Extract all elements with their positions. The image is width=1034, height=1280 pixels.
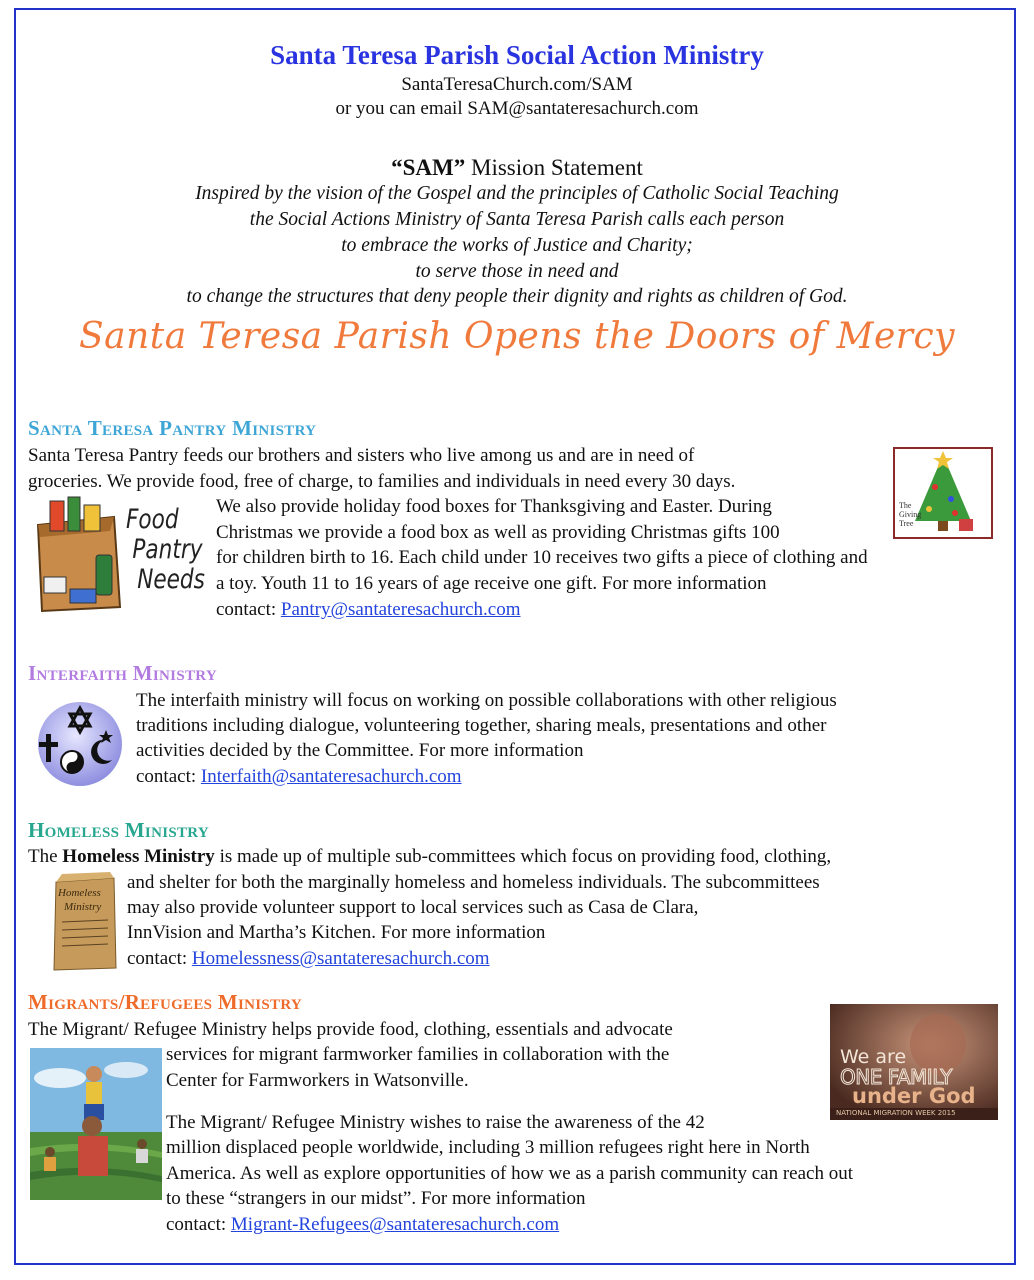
migrants-line: Center for Farmworkers in Watsonville. [166, 1070, 469, 1091]
website-link[interactable]: SantaTeresaChurch.com/SAM [401, 74, 633, 95]
pantry-contact [216, 597, 521, 623]
interfaith-email-link[interactable]: Interfaith@santateresachurch.com [200, 766, 462, 787]
migrants-line: The Migrant/ Refugee Ministry helps provide food, clothing, essentials and advocate [28, 1019, 673, 1040]
pantry-heading: Santa Teresa Pantry Ministry [28, 416, 317, 440]
pantry-line: Santa Teresa Pantry feeds our brothers and sisters who live among us and are in need of [28, 445, 695, 466]
pantry-line: We also provide holiday food boxes for Thanksgiving and Easter. During [216, 496, 772, 517]
contact-label: contact: [136, 766, 201, 787]
homeless-line-1 [28, 844, 831, 870]
migrants-heading: Migrants/Refugees Ministry [28, 990, 303, 1014]
paper-bag-image [50, 872, 120, 972]
farmworker-family-icon [30, 1048, 162, 1200]
interfaith-heading: Interfaith Ministry [28, 661, 218, 685]
religious-symbols-icon [34, 700, 126, 788]
pantry-word: Pantry [132, 534, 203, 565]
mission-line: to change the structures that deny people their dignity and rights as children of God. [186, 286, 848, 307]
homeless-line: may also provide volunteer support to local services such as Casa de Clara, [127, 897, 699, 918]
homeless-ministry-bold: Homeless Ministry [62, 846, 215, 867]
pantry-email-link[interactable]: Pantry@santateresachurch.com [280, 599, 521, 620]
homeless-line-1-post: is made up of multiple sub-committees which focus on providing food, clothing, [214, 846, 832, 867]
pantry-line: for children birth to 16. Each child under 10 receives two gifts a piece of clothing and [216, 547, 868, 568]
email-line: or you can email SAM@santateresachurch.com [335, 98, 699, 119]
migrants-line: services for migrant farmworker families in collaboration with the [166, 1044, 670, 1065]
mission-heading-sam: “SAM” [391, 155, 466, 180]
giving-tree-label [899, 501, 921, 528]
mission-line: the Social Actions Ministry of Santa Teresa Parish calls each person [249, 209, 785, 230]
interfaith-line: traditions including dialogue, volunteering together, sharing meals, presentations and other [136, 715, 827, 736]
contact-label: contact: [127, 948, 192, 969]
food-word: Food [126, 504, 179, 535]
food-pantry-image [30, 495, 212, 613]
bag-word: Homeless [58, 887, 101, 899]
food-pantry-label [126, 505, 205, 595]
homeless-line-1-pre: The [28, 846, 63, 867]
bag-word: Ministry [64, 901, 102, 913]
migrants-line-2: to these “strangers in our midst”. For more information [166, 1188, 586, 1209]
migrants-line-2: million displaced people worldwide, including 3 million refugees right here in North [166, 1137, 810, 1158]
page-title: Santa Teresa Parish Social Action Ministry [270, 40, 764, 70]
mission-heading [0, 155, 1034, 181]
poster-one-family: ONE FAMILY [840, 1065, 952, 1089]
needs-word: Needs [137, 564, 205, 595]
homeless-line: and shelter for both the marginally homeless and homeless individuals. The subcommittees [127, 872, 820, 893]
pantry-line: groceries. We provide food, free of charge, to families and individuals in need every 30 days. [28, 471, 736, 492]
tree-word: The [899, 501, 912, 510]
giving-tree-image [893, 447, 993, 539]
paper-bag-label [58, 886, 101, 914]
mercy-tagline: Santa Teresa Parish Opens the Doors of Mercy [78, 316, 955, 357]
migrants-email-link[interactable]: Migrant-Refugees@santateresachurch.com [230, 1214, 560, 1235]
mission-heading-rest: Mission Statement [465, 155, 643, 180]
poster-under-god: under God [852, 1084, 976, 1108]
mission-line: to embrace the works of Justice and Charity; [341, 235, 693, 256]
migrants-contact [166, 1212, 559, 1238]
contact-label: contact: [166, 1214, 231, 1235]
interfaith-line: activities decided by the Committee. For more information [136, 740, 584, 761]
contact-label: contact: [216, 599, 281, 620]
mission-line: to serve those in need and [415, 261, 619, 282]
interfaith-line: The interfaith ministry will focus on working on possible collaborations with other religious [136, 690, 837, 711]
migration-week-poster [830, 1004, 998, 1120]
poster-we-are: We are [840, 1046, 907, 1068]
interfaith-contact [136, 764, 462, 790]
homeless-contact [127, 946, 490, 972]
homeless-line: InnVision and Martha’s Kitchen. For more information [127, 922, 546, 943]
migrants-line-2: The Migrant/ Refugee Ministry wishes to raise the awareness of the 42 [166, 1112, 705, 1133]
homeless-heading: Homeless Ministry [28, 818, 210, 842]
homeless-email-link[interactable]: Homelessness@santateresachurch.com [191, 948, 490, 969]
tree-word: Giving [899, 510, 922, 519]
poster-migration-week: NATIONAL MIGRATION WEEK 2015 [836, 1109, 956, 1117]
farmworker-painting-image [30, 1048, 162, 1200]
migrants-line-2: America. As well as explore opportunities of how we as a parish community can reach out [166, 1163, 853, 1184]
pantry-line: Christmas we provide a food box as well as providing Christmas gifts 100 [216, 522, 780, 543]
mission-line: Inspired by the vision of the Gospel and the principles of Catholic Social Teaching [195, 183, 839, 204]
pantry-line: a toy. Youth 11 to 16 years of age receive one gift. For more information [216, 573, 767, 594]
tree-word: Tree [899, 519, 914, 528]
interfaith-symbols-image [34, 700, 126, 788]
